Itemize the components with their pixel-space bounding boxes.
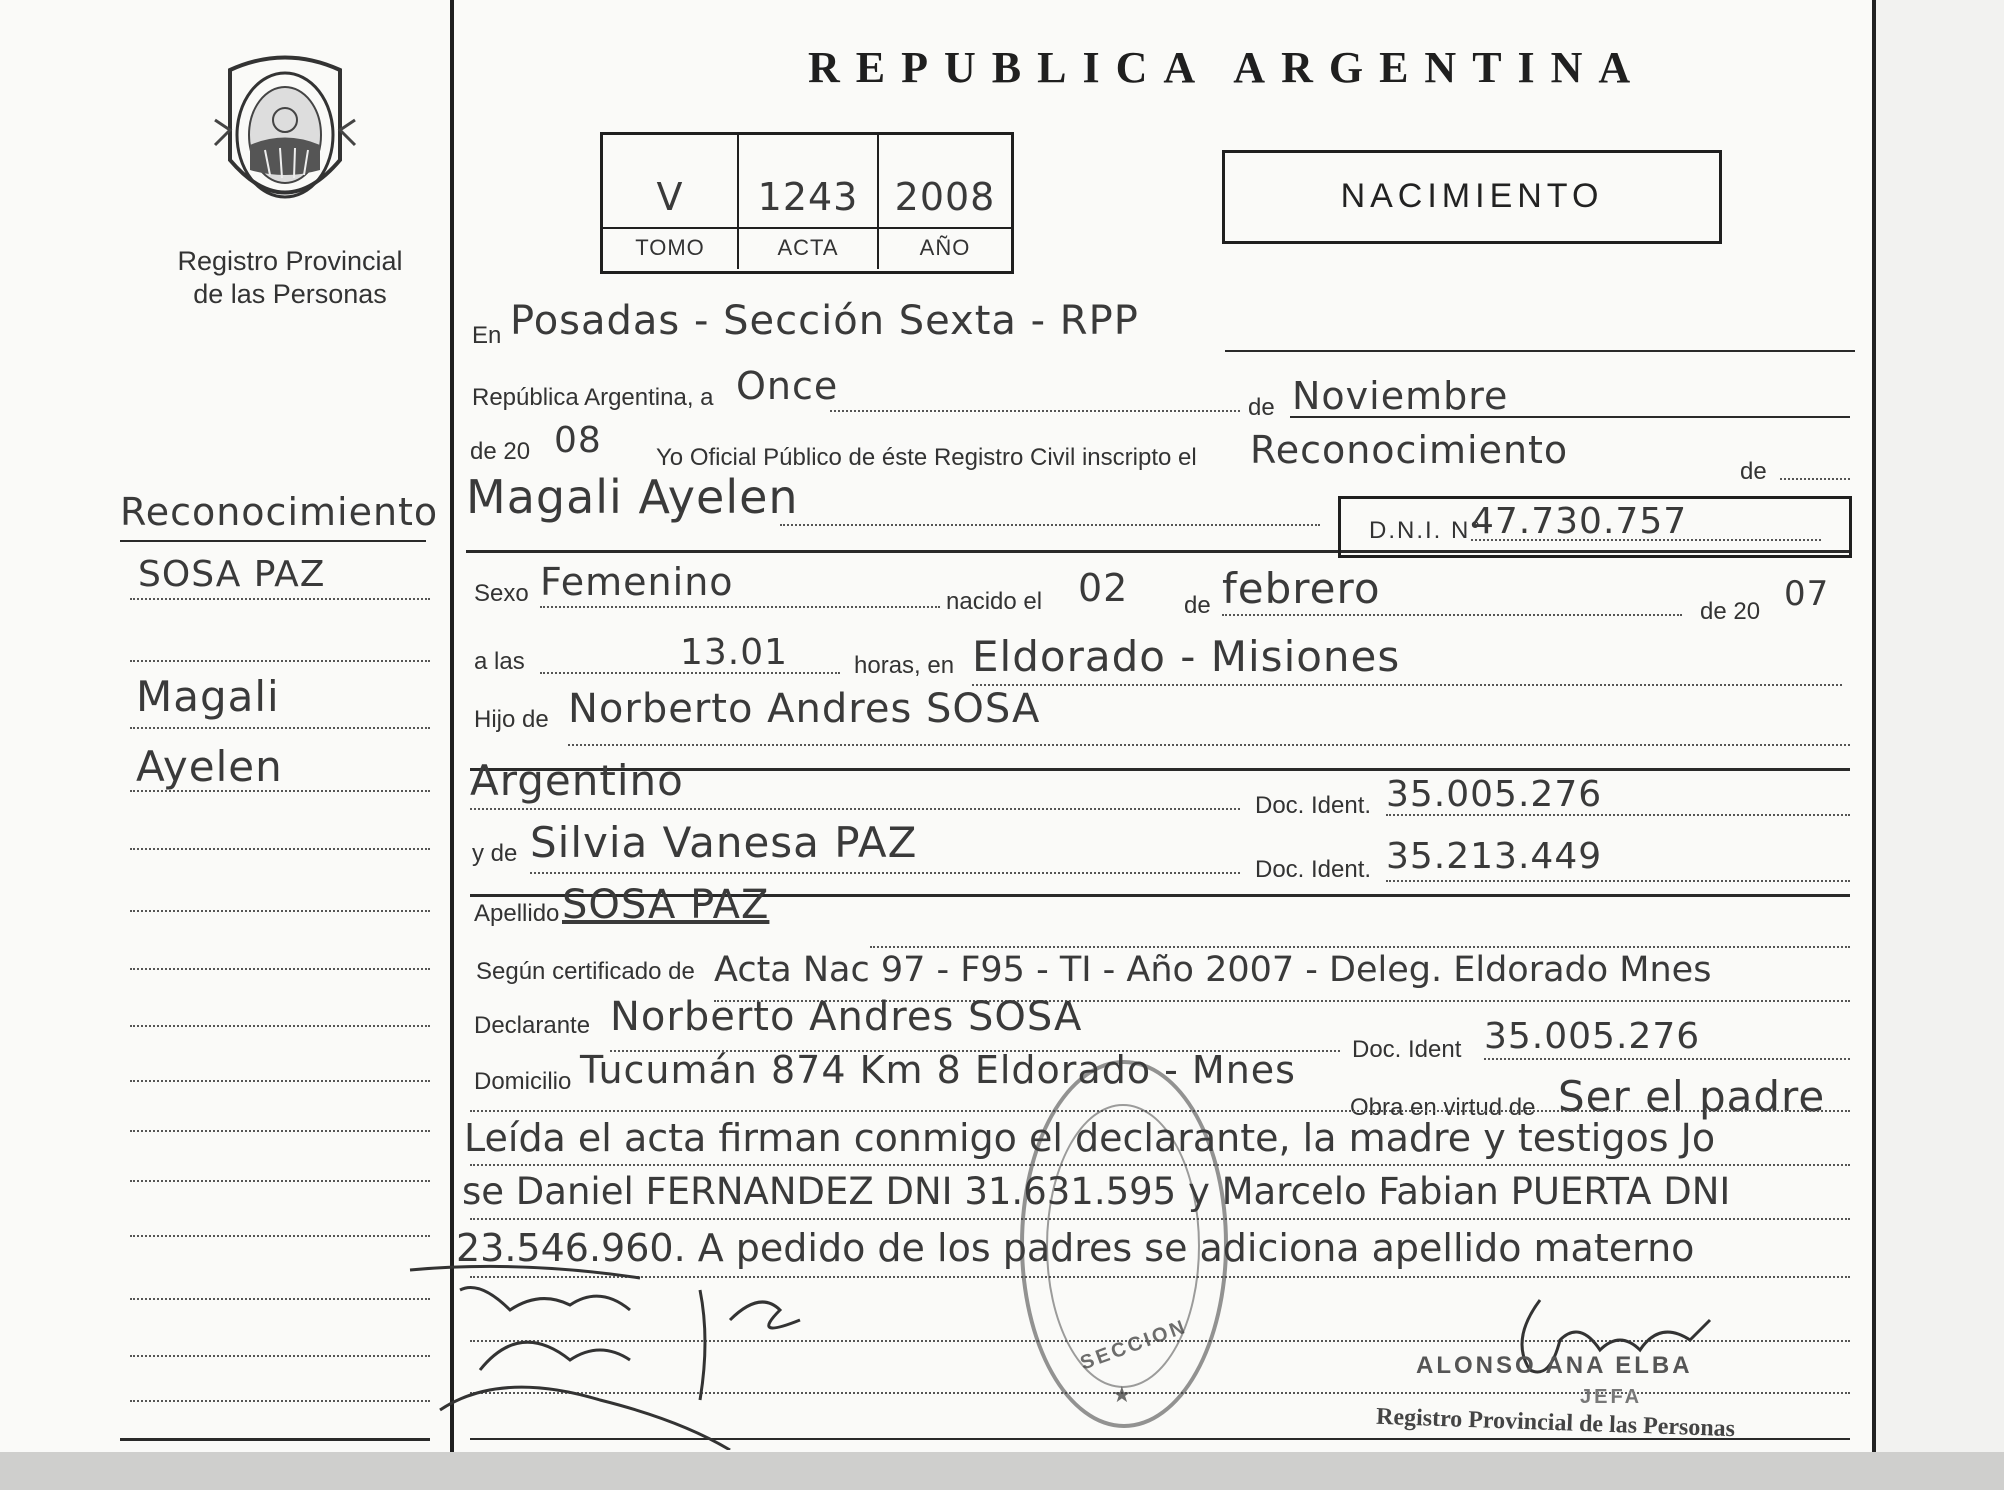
row-dots xyxy=(1386,880,1850,882)
margin-dots xyxy=(130,1080,430,1082)
registry-name-line2: de las Personas xyxy=(193,279,387,309)
value-sexo: Femenino xyxy=(540,560,734,604)
margin-dots xyxy=(130,1400,430,1402)
value-nacionalidad: Argentino xyxy=(470,756,684,805)
margin-line xyxy=(120,540,426,542)
label-de-row3: de xyxy=(1740,458,1767,485)
value-mes-nac: febrero xyxy=(1222,564,1381,613)
country-title: REPUBLICA ARGENTINA xyxy=(808,43,1647,92)
margin-note: Reconocimiento xyxy=(120,490,439,534)
value-dia-texto: Once xyxy=(736,364,839,408)
margin-dots xyxy=(130,790,430,792)
margin-name2: Ayelen xyxy=(136,742,283,791)
label-horas-en: horas, en xyxy=(854,652,955,679)
label-doc-ident-madre: Doc. Ident. xyxy=(1255,856,1372,883)
dni-box xyxy=(1338,496,1852,558)
anio-cell xyxy=(879,135,1011,269)
label-domicilio: Domicilio xyxy=(474,1068,572,1095)
value-anio-corto: 08 xyxy=(554,420,602,461)
label-declarante: Declarante xyxy=(474,1012,591,1039)
row-dots xyxy=(1386,814,1850,816)
label-hijo-de: Hijo de xyxy=(474,706,549,733)
background-margin xyxy=(1876,0,2004,1452)
margin-dots xyxy=(130,1130,430,1132)
value-dni: 47.730.757 xyxy=(1471,501,1688,542)
row-line xyxy=(1225,350,1855,352)
tomo-label: TOMO xyxy=(635,235,705,260)
row-dots xyxy=(530,872,1240,874)
official-seal-icon xyxy=(1020,1060,1228,1428)
value-padre: Norberto Andres SOSA xyxy=(568,686,1041,732)
acta-label: ACTA xyxy=(777,235,839,260)
row-dots xyxy=(830,410,1240,412)
declarant-signature-icon xyxy=(400,1250,960,1450)
label-nacido-el: nacido el xyxy=(946,588,1043,615)
record-box-separator xyxy=(603,227,1011,229)
margin-name1: Magali xyxy=(136,672,280,721)
label-y-de: y de xyxy=(472,840,518,867)
label-de-nac: de xyxy=(1184,592,1211,619)
row-dots xyxy=(540,672,840,674)
row-dots xyxy=(870,946,1850,948)
label-segun: Según certificado de xyxy=(476,958,695,985)
value-dia-nac: 02 xyxy=(1078,566,1129,610)
value-anio-nac: 07 xyxy=(1784,574,1830,614)
label-obra: Obra en virtud de xyxy=(1350,1094,1536,1121)
margin-surname: SOSA PAZ xyxy=(138,554,326,595)
label-en: En xyxy=(472,322,502,349)
value-nombre: Magali Ayelen xyxy=(466,470,799,524)
row-dots xyxy=(1471,539,1821,541)
value-madre-doc: 35.213.449 xyxy=(1386,836,1603,877)
label-de20: de 20 xyxy=(470,438,531,465)
margin-dots xyxy=(130,1025,430,1027)
row-dots xyxy=(470,808,1240,810)
acta-cell xyxy=(739,135,879,269)
value-declarante: Norberto Andres SOSA xyxy=(610,994,1083,1040)
anio-label: AÑO xyxy=(919,235,971,260)
official-seal-text: SECCION xyxy=(1077,1315,1191,1375)
value-lugar-nac: Eldorado - Misiones xyxy=(972,632,1401,681)
label-doc-ident-declarante: Doc. Ident xyxy=(1352,1036,1462,1063)
row-dots xyxy=(568,744,1850,746)
note-line2: se Daniel FERNANDEZ DNI 31.631.595 y Marcelo Fabian PUERTA DNI xyxy=(462,1170,1731,1213)
value-tipo-inscripcion: Reconocimiento xyxy=(1250,428,1569,472)
margin-dots xyxy=(130,1235,430,1237)
value-declarante-doc: 35.005.276 xyxy=(1484,1016,1701,1057)
margin-dots xyxy=(130,660,430,662)
official-title: JEFA xyxy=(1580,1386,1643,1408)
label-de20-nac: de 20 xyxy=(1700,598,1761,625)
label-doc-ident-padre: Doc. Ident. xyxy=(1255,792,1372,819)
record-number-box xyxy=(600,132,1014,274)
official-name: ALONSO ANA ELBA xyxy=(1416,1352,1693,1379)
margin-dots xyxy=(130,968,430,970)
label-de: de xyxy=(1248,394,1275,421)
note-line3: 23.546.960. A pedido de los padres se adiciona apellido materno xyxy=(456,1226,1695,1270)
certificate-type-box xyxy=(1222,150,1722,244)
margin-dots xyxy=(130,727,430,729)
label-sexo: Sexo xyxy=(474,580,529,607)
value-apellido: SOSA PAZ xyxy=(562,882,770,928)
tomo-cell xyxy=(603,135,739,269)
margin-bottom-line xyxy=(120,1438,430,1441)
row-line xyxy=(1290,416,1850,418)
official-office: Registro Provincial de las Personas xyxy=(1375,1403,1736,1443)
acta-value: 1243 xyxy=(757,175,859,219)
margin-dots xyxy=(130,848,430,850)
row-dots xyxy=(540,606,940,608)
row-dots xyxy=(1484,1058,1850,1060)
row-dots xyxy=(1780,478,1850,480)
registry-name-line1: Registro Provincial xyxy=(177,246,403,276)
value-domicilio: Tucumán 874 Km 8 Eldorado - Mnes xyxy=(580,1048,1296,1092)
margin-dots xyxy=(130,598,430,600)
tomo-value: V xyxy=(656,175,684,219)
label-dni: D.N.I. N° xyxy=(1369,517,1482,544)
value-hora: 13.01 xyxy=(680,632,789,673)
margin-dots xyxy=(130,1180,430,1182)
anio-value: 2008 xyxy=(894,175,996,219)
value-padre-doc: 35.005.276 xyxy=(1386,774,1603,815)
label-apellido: Apellido xyxy=(474,900,560,927)
row-dots xyxy=(972,684,1842,686)
label-yo-oficial: Yo Oficial Público de éste Registro Civil inscripto el xyxy=(656,444,1197,471)
value-lugar: Posadas - Sección Sexta - RPP xyxy=(510,298,1139,344)
value-obra: Ser el padre xyxy=(1558,1072,1826,1121)
certificate-type: NACIMIENTO xyxy=(1340,177,1604,215)
province-seal-icon xyxy=(210,50,360,220)
margin-dots xyxy=(130,910,430,912)
margin-dots xyxy=(130,1355,430,1357)
row-dots xyxy=(780,524,1320,526)
note-line1: Leída el acta firman conmigo el declarante, la madre y testigos Jo xyxy=(464,1116,1716,1160)
value-madre: Silvia Vanesa PAZ xyxy=(530,818,918,867)
margin-dots xyxy=(130,1298,430,1300)
label-republica: República Argentina, a xyxy=(472,384,714,411)
star-icon: ★ xyxy=(1112,1382,1132,1407)
value-certificado: Acta Nac 97 - F95 - TI - Año 2007 - Deleg. Eldorado Mnes xyxy=(714,950,1712,990)
value-mes-texto: Noviembre xyxy=(1292,374,1509,418)
row-dots xyxy=(1222,614,1682,616)
bottom-edge xyxy=(0,1452,2004,1490)
label-a-las: a las xyxy=(474,648,525,675)
margin-divider xyxy=(450,0,454,1452)
